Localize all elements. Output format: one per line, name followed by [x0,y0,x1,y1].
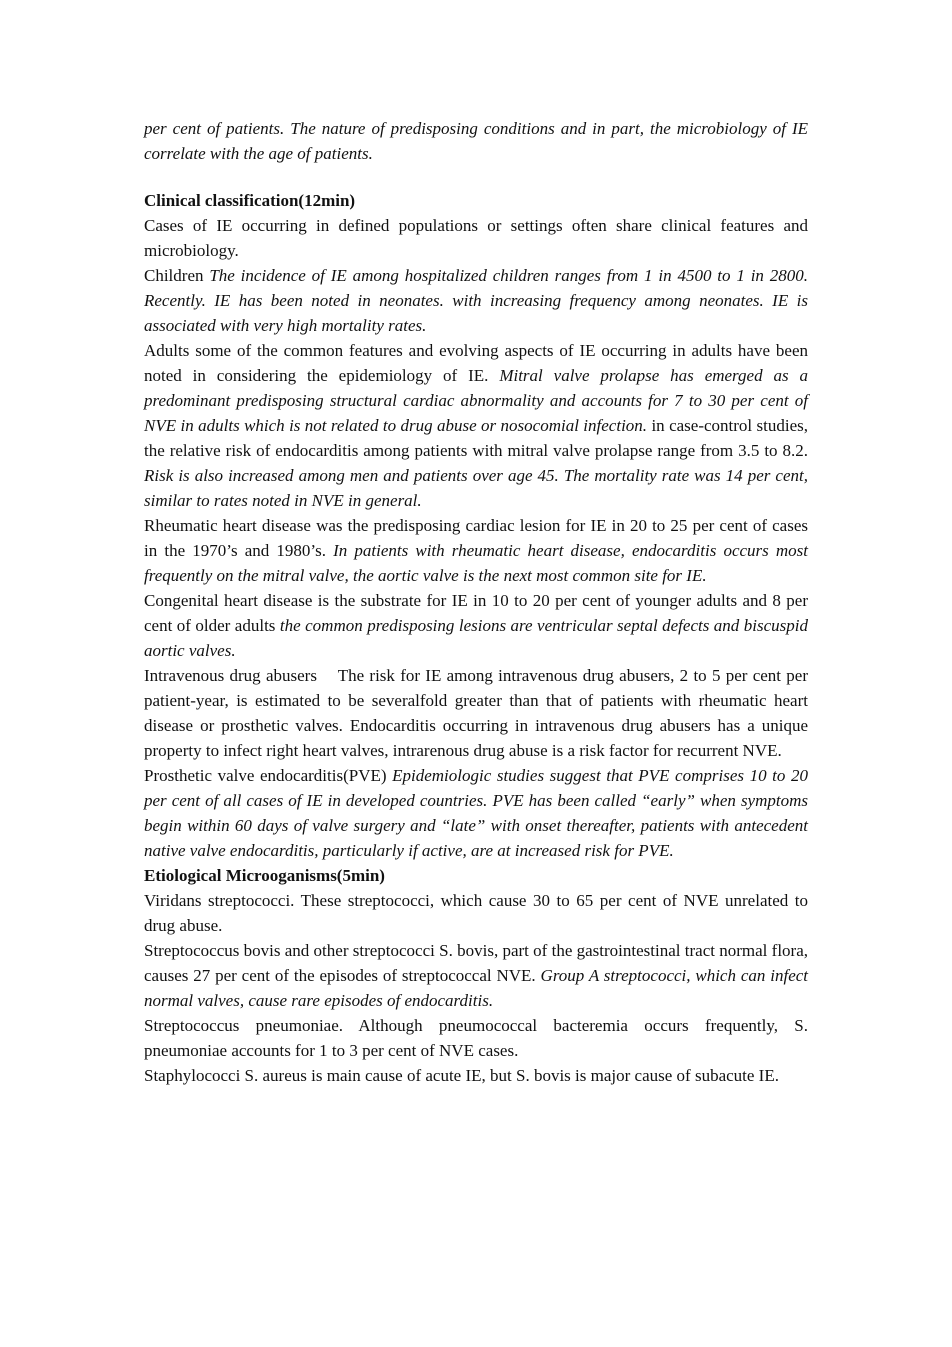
adults-lead: Adults some of the common features and evolving aspects of IE occurring in adults have been noted in considering the epidemiology of IE. [144,341,808,385]
adults-risk-text: Risk is also increased among men and patients over age 45. The mortality rate was 14 per cent, similar to rates noted in NVE in general. [144,466,808,510]
ivdu-paragraph: Intravenous drug abusers The risk for IE among intravenous drug abusers, 2 to 5 per cent per patient-year, is estimated to be severalfold greater than that of patients with rheumatic heart disease or prosthetic valves. Endocarditis occurring in intravenous drug abusers has a unique property to infect right heart valves, intrarenous drug abuse is a risk factor for recurrent NVE. [144,666,813,760]
viridans-paragraph: Viridans streptococci. These streptococci, which cause 30 to 65 per cent of NVE unrelated to drug abuse. [144,891,808,935]
children-label: Children [144,266,204,285]
rheumatic-lead: Rheumatic heart disease was the predisposing cardiac lesion for IE in 20 to 25 per cent of cases in the 1970’s and 1980’s. [144,516,808,560]
adults-case-control-text: in case-control studies, the relative risk of endocarditis among patients with mitral valve prolapse range from 3.5 to 8.2. [144,416,809,460]
congenital-lead: Congenital heart disease is the substrate for IE in 10 to 20 per cent of younger adults and 8 per cent of older adults [144,591,808,635]
bovis-paragraph [144,938,808,1013]
pve-text: Epidemiologic studies suggest that PVE comprises 10 to 20 per cent of all cases of IE in developed countries. PVE has been called “early” when symptoms begin within 60 days of valve surgery and “late” with onset thereafter, patients with antecedent native valve endocarditis, particularly if active, are at increased risk for PVE. [144,766,808,860]
children-text: The incidence of IE among hospitalized children ranges from 1 in 4500 to 1 in 2800. Recently. IE has been noted in neonates. with increasing frequency among neonates. IE is associated with very high mortality rates. [144,266,809,335]
pve-paragraph [144,763,808,863]
adults-paragraph [144,338,808,513]
children-paragraph [144,263,808,338]
clinical-classification-heading: Clinical classification(12min) [144,191,356,210]
paragraph-gap [144,166,808,188]
rheumatic-text: In patients with rheumatic heart disease, endocarditis occurs most frequently on the mitral valve, the aortic valve is the next most common site for IE. [144,541,809,585]
etiological-microorganisms-heading: Etiological Microoganisms(5min) [144,866,385,885]
group-a-text: Group A streptococci, which can infect normal valves, cause rare episodes of endocarditis. [144,966,809,1010]
pneumoniae-paragraph: Streptococcus pneumoniae. Although pneumococcal bacteremia occurs frequently, S. pneumoniae accounts for 1 to 3 per cent of NVE cases. [144,1016,808,1060]
pve-lead: Prosthetic valve endocarditis(PVE) [144,766,387,785]
congenital-text: the common predisposing lesions are ventricular septal defects and biscuspid aortic valves. [144,616,808,660]
bovis-lead: Streptococcus bovis and other streptococci S. bovis, part of the gastrointestinal tract normal flora, causes 27 per cent of the episodes of streptococcal NVE. [144,941,808,985]
clinical-intro-paragraph: Cases of IE occurring in defined populations or settings often share clinical features and microbiology. [144,216,808,260]
intro-paragraph: per cent of patients. The nature of predisposing conditions and in part, the microbiology of IE correlate with the age of patients. [144,119,808,163]
document-page [144,116,813,1088]
rheumatic-paragraph [144,513,808,588]
congenital-paragraph [144,588,808,663]
adults-mvp-text: Mitral valve prolapse has emerged as a predominant predisposing structural cardiac abnormality and accounts for 7 to 30 per cent of NVE in adults which is not related to drug abuse or nosocomial infection. [144,366,809,435]
staphylococci-paragraph: Staphylococci S. aureus is main cause of acute IE, but S. bovis is major cause of subacute IE. [144,1066,779,1085]
